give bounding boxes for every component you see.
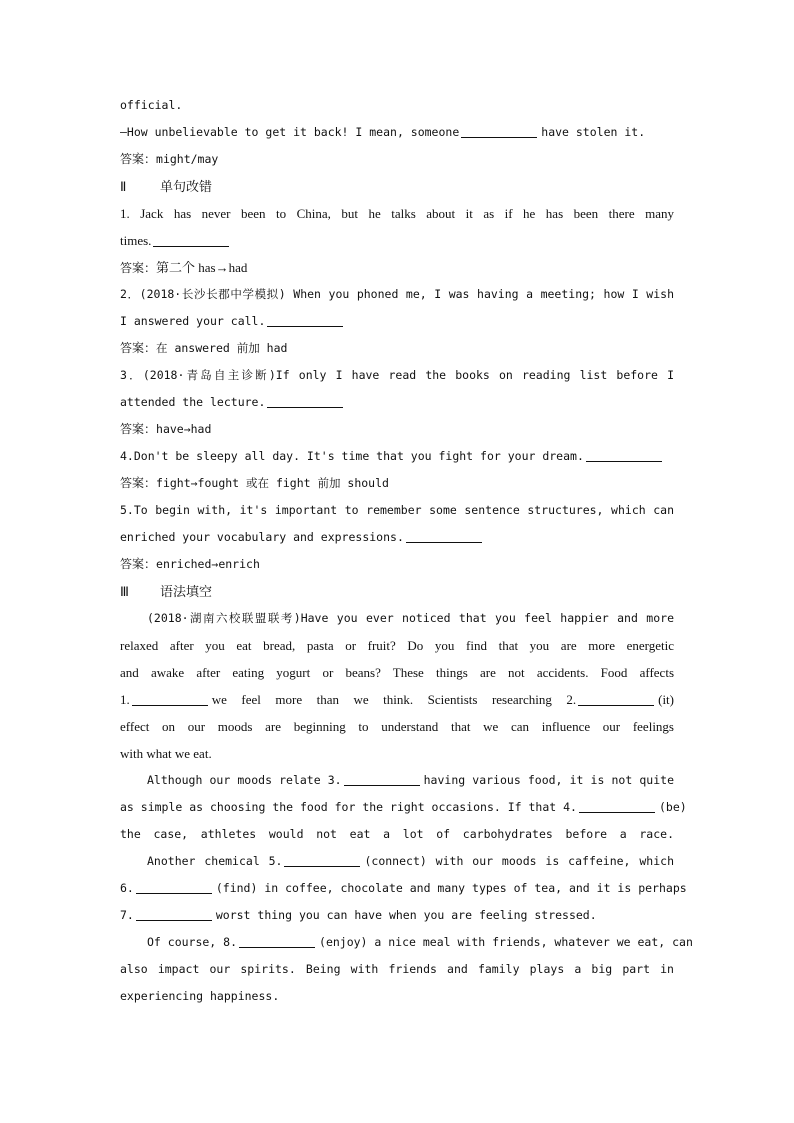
answer-blank[interactable] <box>132 692 208 706</box>
question-4: 4.Don't be sleepy all day. It's time that you fight for your dream. <box>120 443 666 470</box>
passage-line: 1. we feel more than we think. Scientists researching 2. (it) <box>120 692 674 707</box>
answer-blank[interactable] <box>136 880 212 894</box>
answer-blank[interactable] <box>284 853 360 867</box>
passage-line: Of course, 8. (enjoy) a nice meal with friends, whatever we eat, can <box>147 935 693 949</box>
answer-line: 答案：在 answered 前加 had <box>120 341 288 355</box>
section-heading: Ⅱ 单句改错 <box>120 179 213 195</box>
passage-line: the case, athletes would not eat a lot of carbohydrates before a race. <box>120 827 674 841</box>
answer-line: 答案：第二个 has→had <box>120 260 248 275</box>
passage-line: (2018·湖南六校联盟联考)Have you ever noticed that you feel happier and more <box>147 611 674 625</box>
passage-line: Another chemical 5. (connect) with our moods is caffeine, which <box>147 854 674 868</box>
question-5: 5.To begin with, it's important to remember some sentence structures, which can <box>120 503 674 517</box>
passage-line: experiencing happiness. <box>120 989 280 1003</box>
question-1: 1. Jack has never been to China, but he talks about it as if he has been there many <box>120 206 674 221</box>
passage-line: effect on our moods are beginning to understand that we can influence our feelings <box>120 719 674 734</box>
passage-line: 6. (find) in coffee, chocolate and many types of tea, and it is perhaps <box>120 881 687 895</box>
answer-blank[interactable] <box>153 233 229 247</box>
answer-blank[interactable] <box>267 313 343 327</box>
answer-line: 答案：enriched→enrich <box>120 557 260 571</box>
answer-blank[interactable] <box>406 529 482 543</box>
answer-blank[interactable] <box>578 692 654 706</box>
answer-blank[interactable] <box>461 124 537 138</box>
passage-line: relaxed after you eat bread, pasta or fruit? Do you find that you are more energetic <box>120 638 674 653</box>
text-line: —How unbelievable to get it back! I mean, someone have stolen it. <box>120 125 646 139</box>
answer-line: 答案：fight→fought 或在 fight 前加 should <box>120 476 389 490</box>
text-line: official. <box>120 98 183 112</box>
passage-line: and awake after eating yogurt or beans? These things are not accidents. Food affects <box>120 665 674 680</box>
question-5-cont: enriched your vocabulary and expressions. <box>120 524 486 551</box>
passage-line: with what we eat. <box>120 746 212 761</box>
answer-blank[interactable] <box>344 772 420 786</box>
passage-line: as simple as choosing the food for the right occasions. If that 4. (be) <box>120 800 687 814</box>
answer-line: 答案：might/may <box>120 152 219 166</box>
passage-line: also impact our spirits. Being with friends and family plays a big part in <box>120 962 674 976</box>
answer-blank[interactable] <box>579 799 655 813</box>
question-3: 3．(2018·青岛自主诊断)If only I have read the books on reading list before I <box>120 368 674 382</box>
question-2: 2．(2018·长沙长郡中学模拟) When you phoned me, I was having a meeting; how I wish <box>120 287 674 301</box>
answer-blank[interactable] <box>136 907 212 921</box>
question-2-cont: I answered your call. <box>120 308 347 335</box>
passage-line: 7. worst thing you can have when you are feeling stressed. <box>120 908 597 922</box>
question-1-cont: times. <box>120 227 233 254</box>
answer-line: 答案：have→had <box>120 422 212 436</box>
answer-blank[interactable] <box>586 448 662 462</box>
section-heading: Ⅲ 语法填空 <box>120 584 213 600</box>
answer-blank[interactable] <box>239 934 315 948</box>
answer-blank[interactable] <box>267 394 343 408</box>
question-3-cont: attended the lecture. <box>120 389 347 416</box>
passage-line: Although our moods relate 3. having various food, it is not quite <box>147 773 674 787</box>
